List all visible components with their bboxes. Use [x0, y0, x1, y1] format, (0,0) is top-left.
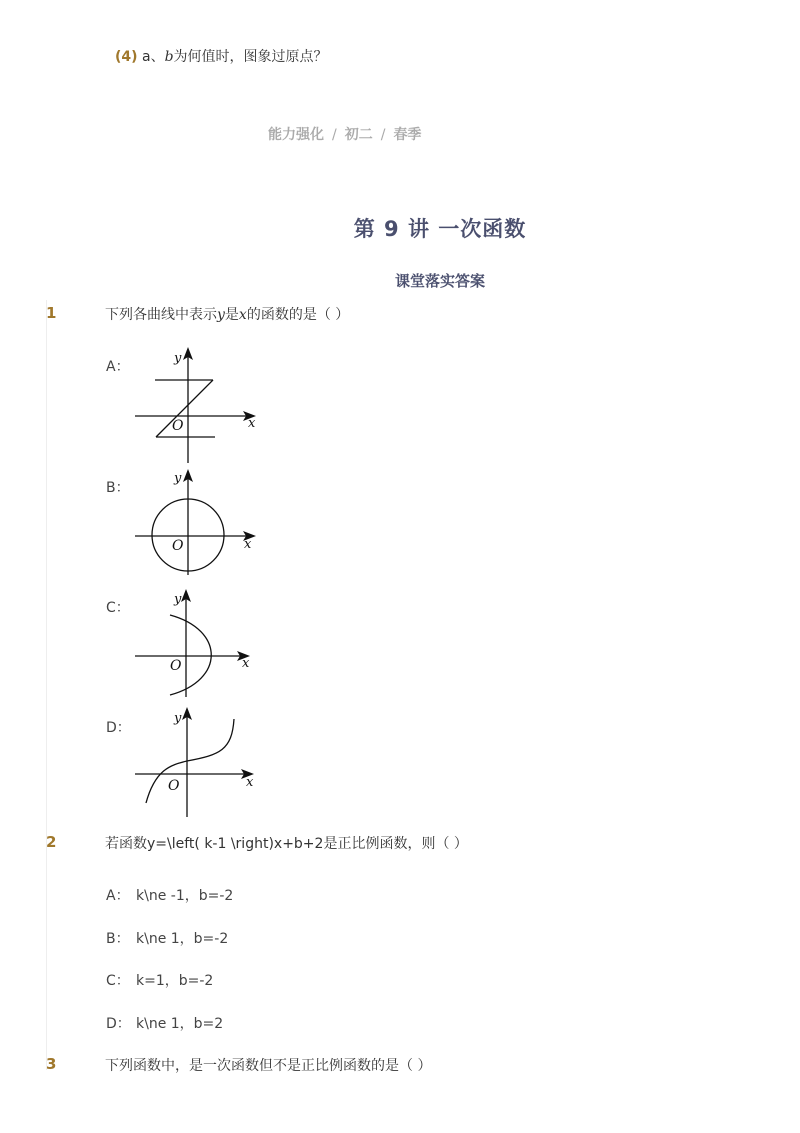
left-divider	[46, 300, 47, 1070]
breadcrumb-separator: /	[380, 127, 386, 143]
question-number: 1	[46, 304, 57, 322]
graph-line	[156, 380, 213, 437]
question-text-part: a、	[137, 49, 165, 65]
origin-label: O	[172, 418, 184, 434]
option-label: B：	[106, 931, 130, 947]
origin-label: O	[170, 658, 182, 674]
question-number: 3	[46, 1055, 57, 1073]
option-c-graph	[130, 585, 265, 705]
option-b-label[interactable]: B：	[106, 480, 130, 496]
option-a-graph	[130, 345, 265, 465]
origin-label: O	[172, 538, 184, 554]
graph-curve	[170, 615, 211, 695]
variable-b: b	[164, 49, 174, 65]
question-text-part: 的函数的是（ ）	[246, 307, 350, 323]
axis-label-x: x	[242, 656, 250, 671]
option-text: k\ne 1，b=2	[136, 1016, 224, 1032]
axis-label-x: x	[246, 775, 254, 790]
option-d[interactable]	[106, 1013, 223, 1033]
question-text	[105, 304, 349, 324]
breadcrumb-item-course: 能力强化	[268, 127, 324, 143]
axis-label-x: x	[244, 537, 252, 552]
question-number: (4)	[115, 49, 138, 65]
axis-label-y: y	[174, 351, 182, 366]
lecture-title: 第 9 讲 一次函数	[353, 217, 527, 241]
variable-y: y	[217, 307, 225, 323]
option-b[interactable]	[106, 928, 228, 948]
question-text: 下列函数中，是一次函数但不是正比例函数的是（ ）	[105, 1058, 432, 1074]
axis-label-x: x	[248, 416, 256, 431]
option-b-graph	[130, 465, 265, 585]
option-label: A：	[106, 888, 130, 904]
option-a[interactable]	[106, 885, 233, 905]
option-d-label[interactable]: D：	[106, 720, 131, 736]
axis-label-y: y	[174, 592, 182, 607]
option-text: k=1，b=-2	[136, 973, 214, 989]
question-text: 若函数y=\left( k-1 \right)x+b+2是正比例函数，则（ ）	[105, 836, 468, 852]
option-d-graph	[130, 705, 265, 825]
breadcrumb-separator: /	[332, 127, 337, 143]
origin-label: O	[168, 778, 180, 794]
graph-curve	[146, 719, 234, 803]
variable-x: x	[238, 307, 247, 323]
breadcrumb-item-grade: 初二	[344, 127, 373, 143]
breadcrumb	[268, 124, 421, 144]
axis-label-y: y	[174, 711, 182, 726]
option-text: k\ne -1，b=-2	[136, 888, 234, 904]
option-text: k\ne 1，b=-2	[136, 931, 229, 947]
breadcrumb-item-term: 春季	[393, 127, 422, 143]
option-c-label[interactable]: C：	[106, 600, 130, 616]
option-label: C：	[106, 973, 130, 989]
option-label: D：	[106, 1016, 131, 1032]
option-c[interactable]	[106, 970, 213, 990]
question-text-part: 下列各曲线中表示	[105, 307, 217, 323]
question-text-part: 是	[224, 307, 239, 323]
axis-label-y: y	[174, 471, 182, 486]
previous-question-4	[115, 46, 328, 66]
option-a-label[interactable]: A：	[106, 359, 130, 375]
section-title: 课堂落实答案	[394, 272, 485, 290]
question-text-part: 为何值时，图象过原点？	[173, 49, 328, 65]
question-number: 2	[46, 833, 57, 851]
